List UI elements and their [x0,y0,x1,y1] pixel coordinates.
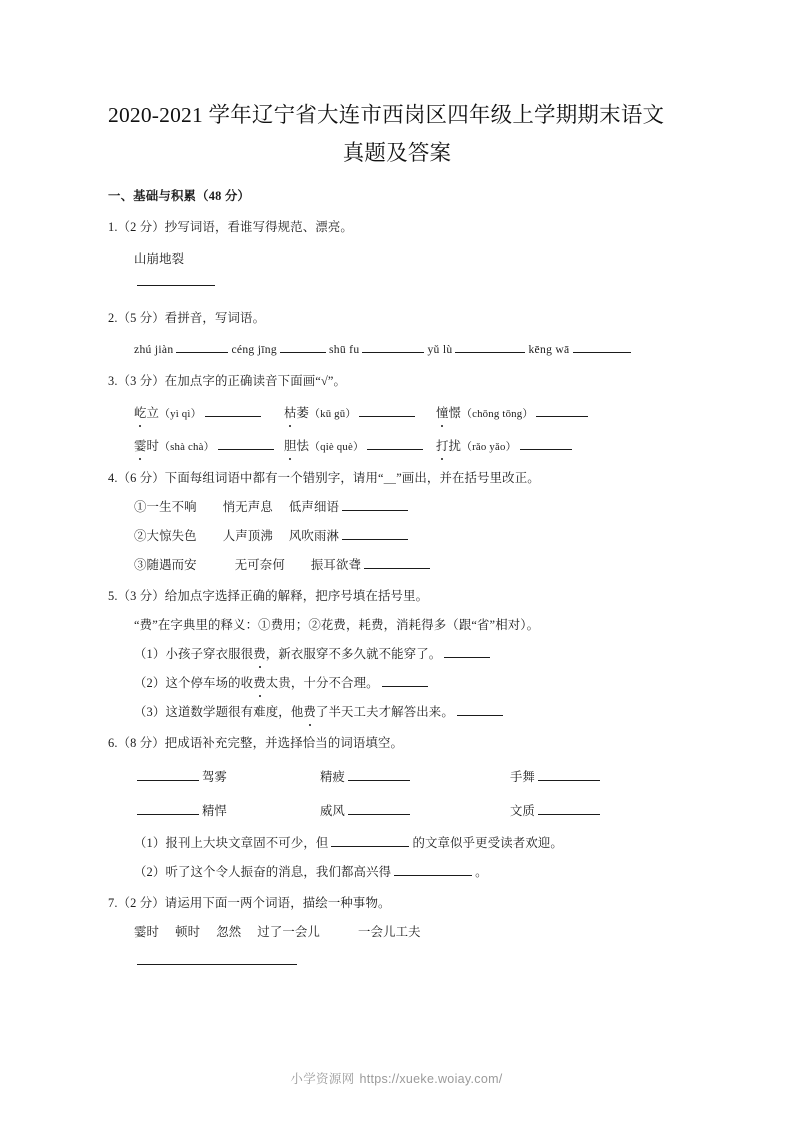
pinyin-3: shū fu [328,343,360,356]
q3-blank-6[interactable] [520,438,572,450]
q6-idiom-4-text: 精悍 [202,804,227,818]
q3-item-1-rest: 立 [146,406,160,420]
q7-word-2: 顿时 [175,925,201,939]
q4-g1-word-3: 低声细语 [288,500,340,514]
question-5-stem: 5.（3 分）给加点字选择正确的解释，把序号填在括号里。 [108,589,429,603]
footer-url: https://xueke.woiay.com/ [359,1072,503,1086]
q3-item-4-readings: （shà chà） [159,441,215,453]
question-5 [108,586,686,722]
footer-site-name: 小学资源网 [290,1072,355,1086]
q4-blank-1[interactable] [342,499,408,511]
question-4-group-1 [134,497,686,517]
pinyin-blank-4[interactable] [455,341,525,353]
question-5-sentence-3 [134,702,686,722]
question-6-stem: 6.（8 分）把成语补充完整，并选择恰当的词语填空。 [108,736,404,750]
q3-item-6 [436,439,575,453]
q4-blank-2[interactable] [342,528,408,540]
pinyin-5: kēng wā [528,343,570,356]
q3-item-2-rest: 萎 [296,406,310,420]
q4-g1-word-1: 一生不响 [146,500,197,514]
q5-s1-marker: （1） [134,647,166,661]
q4-g3-word-2: 无可奈何 [234,558,285,572]
q6-idiom-2-text: 精疲 [320,770,345,784]
q6-f1-after: 的文章似乎更受读者欢迎。 [412,836,563,850]
question-7-answer-blank[interactable] [137,964,297,965]
q3-blank-1[interactable] [205,405,261,417]
q4-g2-word-2: 人声顶沸 [222,529,273,543]
question-1 [108,217,686,286]
q6-idiom-6 [510,801,603,821]
question-1-answer-blank[interactable] [137,285,215,286]
q3-item-4 [134,436,284,457]
q3-item-2-readings: （kū gū） [309,408,357,420]
question-7 [108,893,686,965]
pinyin-blank-3[interactable] [362,341,424,353]
question-4-stem: 4.（6 分）下面每组词语中都有一个错别字，请用“＿”画出，并在括号里改正。 [108,471,540,485]
question-5-sentence-1 [134,644,686,664]
q3-item-1 [134,403,284,424]
pinyin-1: zhú jiàn [134,343,174,356]
question-1-stem: 1.（2 分）抄写词语，看谁写得规范、漂亮。 [108,220,353,234]
q6-fill-blank-1[interactable] [331,835,409,847]
q6-f2-marker: （2） [134,865,166,879]
q6-idiom-3-text: 手舞 [510,770,535,784]
q3-item-5-readings: （qiè què） [309,441,364,453]
q6-idiom-5-text: 威风 [320,804,345,818]
q3-blank-4[interactable] [218,438,274,450]
q4-g1-marker: ① [134,500,147,514]
question-2-pinyin-row [134,340,686,360]
q3-blank-3[interactable] [536,405,588,417]
dotted-char: 打 [436,436,449,456]
question-3-stem: 3.（3 分）在加点字的正确读音下面画“√”。 [108,374,347,388]
q5-s2-marker: （2） [134,676,166,690]
q6-f2-before: 听了这个令人振奋的消息，我们都高兴得 [165,865,392,879]
question-7-words [134,922,686,942]
q6-idiom-1-text: 驾雾 [202,770,227,784]
section-heading: 一、基础与积累（48 分） [108,189,250,203]
q3-item-3 [436,406,591,420]
q6-idiom-2 [320,767,510,787]
dotted-char: 胆 [284,436,297,456]
q6-blank-1[interactable] [137,769,199,781]
dotted-char: 枯 [284,403,297,423]
q5-s2-after: 太贵，十分不合理。 [265,676,379,690]
dotted-char: 费 [253,673,266,693]
pinyin-4: yǔ lù [427,343,453,356]
question-2-stem: 2.（5 分）看拼音，写词语。 [108,311,266,325]
pinyin-blank-5[interactable] [573,341,631,353]
question-7-stem: 7.（2 分）请运用下面一两个词语，描绘一种事物。 [108,896,391,910]
title-line-1: 2020-2021 学年辽宁省大连市西岗区四年级上学期期末语文 [108,103,665,127]
q5-s3-after: 了半天工夫才解答出来。 [315,705,454,719]
q3-item-4-rest: 时 [146,439,160,453]
q4-g3-marker: ③ [134,558,147,572]
q3-item-6-readings: （rǎo yǎo） [461,441,517,453]
document-content [108,96,686,965]
q6-idiom-3 [510,767,603,787]
q7-word-1: 霎时 [134,925,160,939]
question-3-row-2 [134,436,686,457]
question-4-group-2 [134,526,686,546]
dotted-char: 霎 [134,436,147,456]
q4-g2-word-1: 大惊失色 [146,529,197,543]
dotted-char: 屹 [134,403,147,423]
q4-g2-marker: ② [134,529,147,543]
q3-blank-5[interactable] [367,438,423,450]
question-1-word: 山崩地裂 [134,252,185,266]
q5-blank-1[interactable] [444,646,490,658]
pinyin-2: céng jīng [231,343,277,356]
question-6-idiom-row-1 [134,767,686,787]
q6-blank-2[interactable] [348,769,410,781]
footer-watermark [0,1069,793,1087]
q6-f2-after: 。 [475,865,488,879]
q3-item-5 [284,436,436,457]
q4-blank-3[interactable] [364,557,430,569]
q6-idiom-5 [320,801,510,821]
q7-word-4: 过了一会儿 [257,925,320,939]
q6-idiom-4 [134,801,320,821]
q5-blank-3[interactable] [457,704,503,716]
question-5-definition: “费”在字典里的释义：①费用；②花费，耗费，消耗得多（跟“省”相对）。 [134,618,540,632]
title-line-2: 真题及答案 [342,141,452,165]
q5-s3-marker: （3） [134,705,166,719]
question-3 [108,371,686,457]
q7-word-3: 忽然 [216,925,242,939]
q7-word-5: 一会儿工夫 [357,925,421,939]
question-6 [108,733,686,882]
q6-blank-6[interactable] [538,803,600,815]
q6-blank-4[interactable] [137,803,199,815]
q3-item-5-rest: 怯 [296,439,310,453]
dotted-char: 费 [253,644,266,664]
q6-f1-marker: （1） [134,836,166,850]
q6-f1-before: 报刊上大块文章固不可少，但 [165,836,329,850]
question-6-fill-1 [134,833,686,853]
q5-blank-2[interactable] [382,675,428,687]
q4-g1-word-2: 悄无声息 [222,500,273,514]
q3-blank-2[interactable] [359,405,415,417]
question-4 [108,468,686,575]
question-5-sentence-2 [134,673,686,693]
q4-g3-word-3: 振耳欲聋 [310,558,362,572]
q5-s3-before: 这道数学题很有难度，他 [165,705,304,719]
q5-s2-before: 这个停车场的收 [165,676,254,690]
question-2 [108,308,686,360]
q6-blank-3[interactable] [538,769,600,781]
q5-s1-after: ，新衣服穿不多久就不能穿了。 [265,647,442,661]
q6-fill-blank-2[interactable] [394,864,472,876]
dotted-char: 憧 [436,403,449,423]
q6-idiom-6-text: 文质 [510,804,535,818]
q4-g3-word-1: 随遇而安 [146,558,197,572]
q5-s1-before: 小孩子穿衣服很 [165,647,254,661]
page-title [108,96,686,172]
pinyin-blank-1[interactable] [176,341,228,353]
q3-item-6-rest: 扰 [448,439,462,453]
q3-item-3-readings: （chōng tōng） [461,408,534,420]
question-6-fill-2 [134,862,686,882]
q3-item-2 [284,403,436,424]
question-6-idiom-row-2 [134,801,686,821]
q4-g2-word-3: 风吹雨淋 [288,529,340,543]
q3-item-3-rest: 憬 [448,406,462,420]
pinyin-blank-2[interactable] [280,341,326,353]
q6-idiom-1 [134,767,320,787]
question-4-group-3 [134,555,686,575]
q6-blank-5[interactable] [348,803,410,815]
q3-item-1-readings: （yì qì） [159,408,202,420]
question-3-row-1 [134,403,686,424]
dotted-char: 费 [303,702,316,722]
